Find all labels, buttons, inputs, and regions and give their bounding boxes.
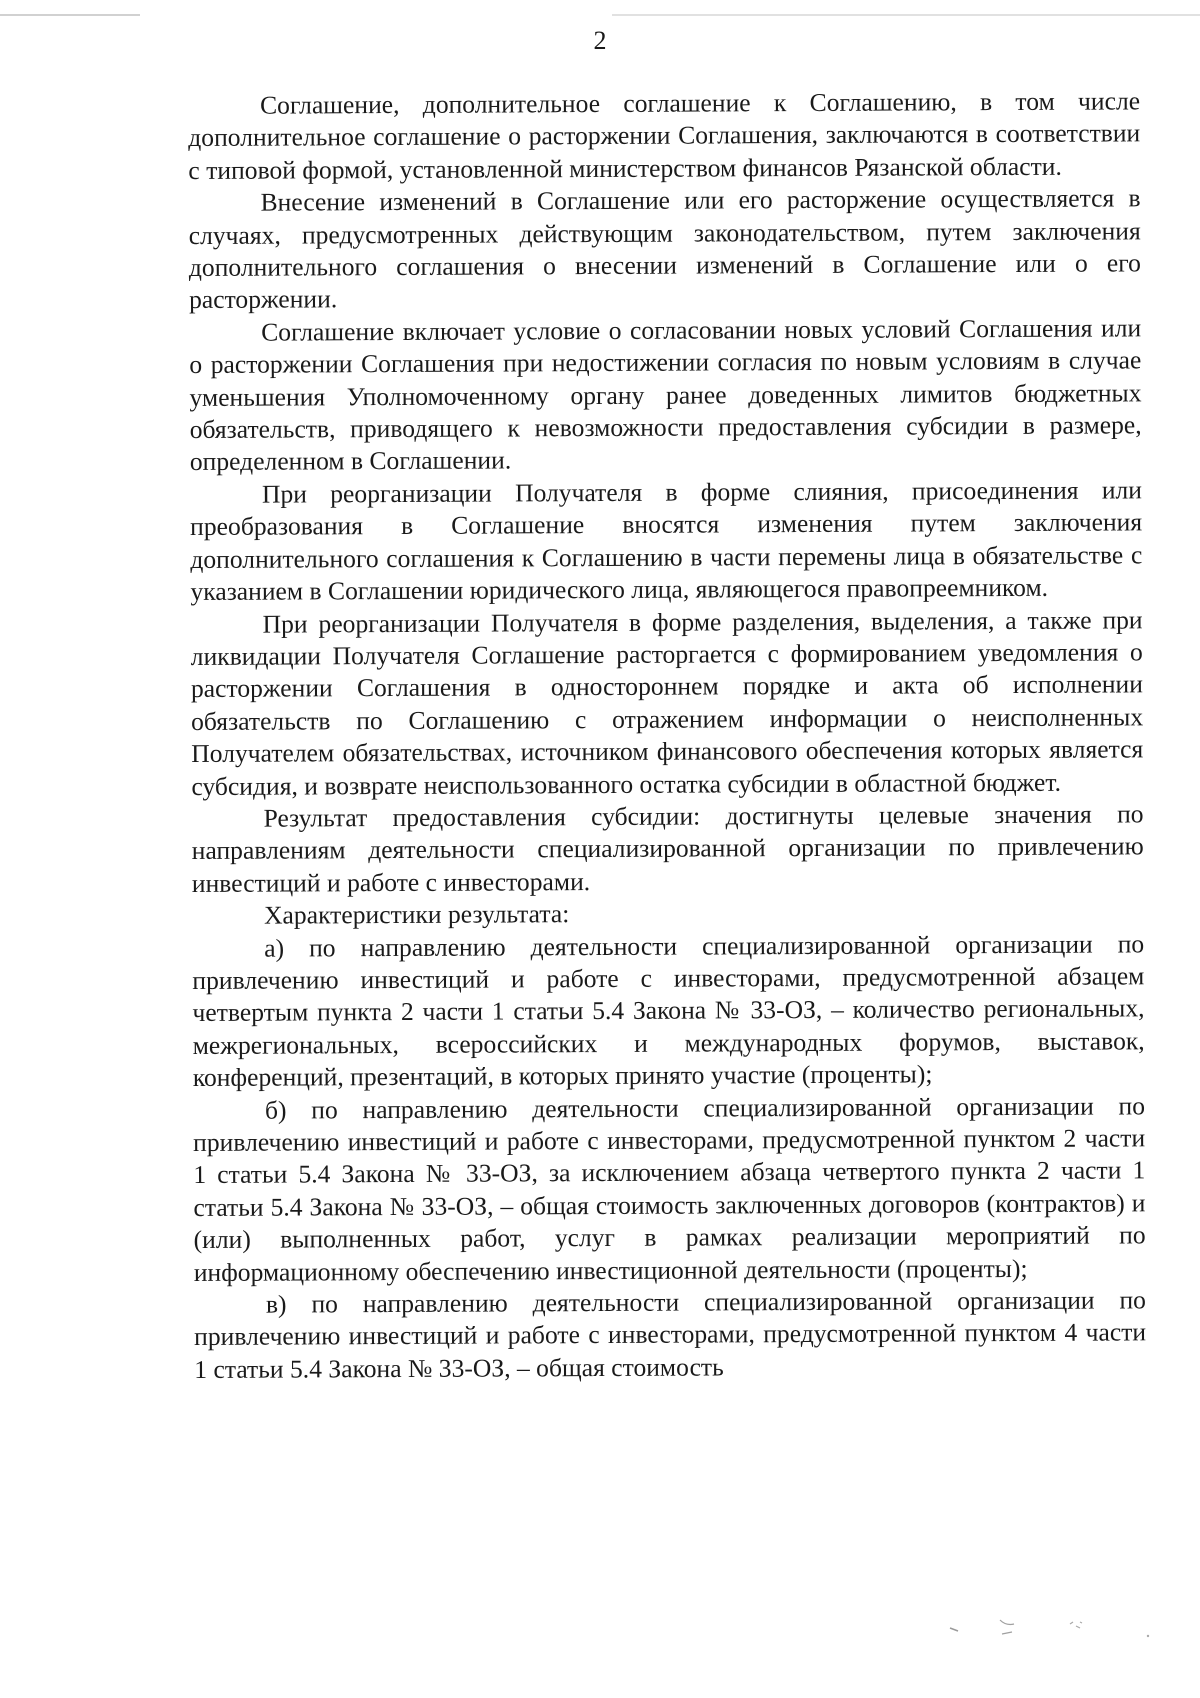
list-item-a: а) по направлению деятельности специализированной организации по привлечению инвестиций и работе с инвесторами, предусмотренной абзацем четвертым пункта 2 части 1 статьи 5.4 Закона № 33-ОЗ, – количество региональных, межрегиональных, всероссийских и международных форумов, выставок, конференций, презентаций, в которых принято участие (проценты); <box>192 928 1145 1093</box>
scan-edge-mark-left <box>0 14 140 16</box>
paragraph-reorganization-merger: При реорганизации Получателя в форме слияния, присоединения или преобразования в Соглашение вносятся изменения путем заключения дополнительного соглашения к Соглашению в части перемены лица в обязательстве с указанием в Соглашении юридического лица, являющегося правопреемником. <box>190 475 1143 607</box>
list-item-v: в) по направлению деятельности специализированной организации по привлечению инвестиций и работе с инвесторами, предусмотренной пунктом 4 части 1 статьи 5.4 Закона № 33-ОЗ, – общая стоимость <box>194 1285 1147 1384</box>
document-body <box>188 85 1146 1386</box>
scan-edge-mark-right <box>612 14 1200 16</box>
scan-noise-marks <box>940 1610 1180 1650</box>
paragraph-reorganization-division: При реорганизации Получателя в форме разделения, выделения, а также при ликвидации Получателя Соглашение расторгается с формированием уведомления о расторжении Соглашения в одностороннем порядке и акта об исполнении обязательств по Соглашению с отражением информации о неисполненных Получателем обязательствах, источником финансового обеспечения которых является субсидия, и возврате неиспользованного остатка субсидии в областной бюджет. <box>190 604 1144 801</box>
paragraph-result-characteristics-heading: Характеристики результата: <box>263 899 570 930</box>
list-item-b: б) по направлению деятельности специализированной организации по привлечению инвестиций и работе с инвесторами, предусмотренной пунктом 2 части 1 статьи 5.4 Закона № 33-ОЗ, за исключением абзаца четвертого пункта 2 части 1 статьи 5.4 Закона № 33-ОЗ, – общая стоимость заключенных договоров (контрактов) и (или) выполненных работ, услуг в рамках реализации мероприятий по информационному обеспечению инвестиционной деятельности (проценты); <box>193 1090 1146 1287</box>
page-number: 2 <box>593 26 607 55</box>
paragraph-agreement-form: Соглашение, дополнительное соглашение к Соглашению, в том числе дополнительное соглашение о расторжении Соглашения, заключаются в соответствии с типовой формой, установленной министерством финансов Рязанской области. <box>188 86 1141 185</box>
paragraph-subsidy-result: Результат предоставления субсидии: достигнуты целевые значения по направлениям деятельности специализированной организации по привлечению инвестиций и работе с инвесторами. <box>191 799 1144 898</box>
paragraph-amendments: Внесение изменений в Соглашение или его расторжение осуществляется в случаях, предусмотренных действующим законодательством, путем заключения дополнительного соглашения о внесении изменений в Соглашение или о его расторжении. <box>188 183 1141 315</box>
paragraph-new-conditions: Соглашение включает условие о согласовании новых условий Соглашения или о расторжении Соглашения при недостижении согласия по новым условиям в случае уменьшения Уполномоченному органу ранее доведенных лимитов бюджетных обязательств, приводящего к невозможности предоставления субсидии в размере, определенном в Соглашении. <box>189 313 1142 477</box>
